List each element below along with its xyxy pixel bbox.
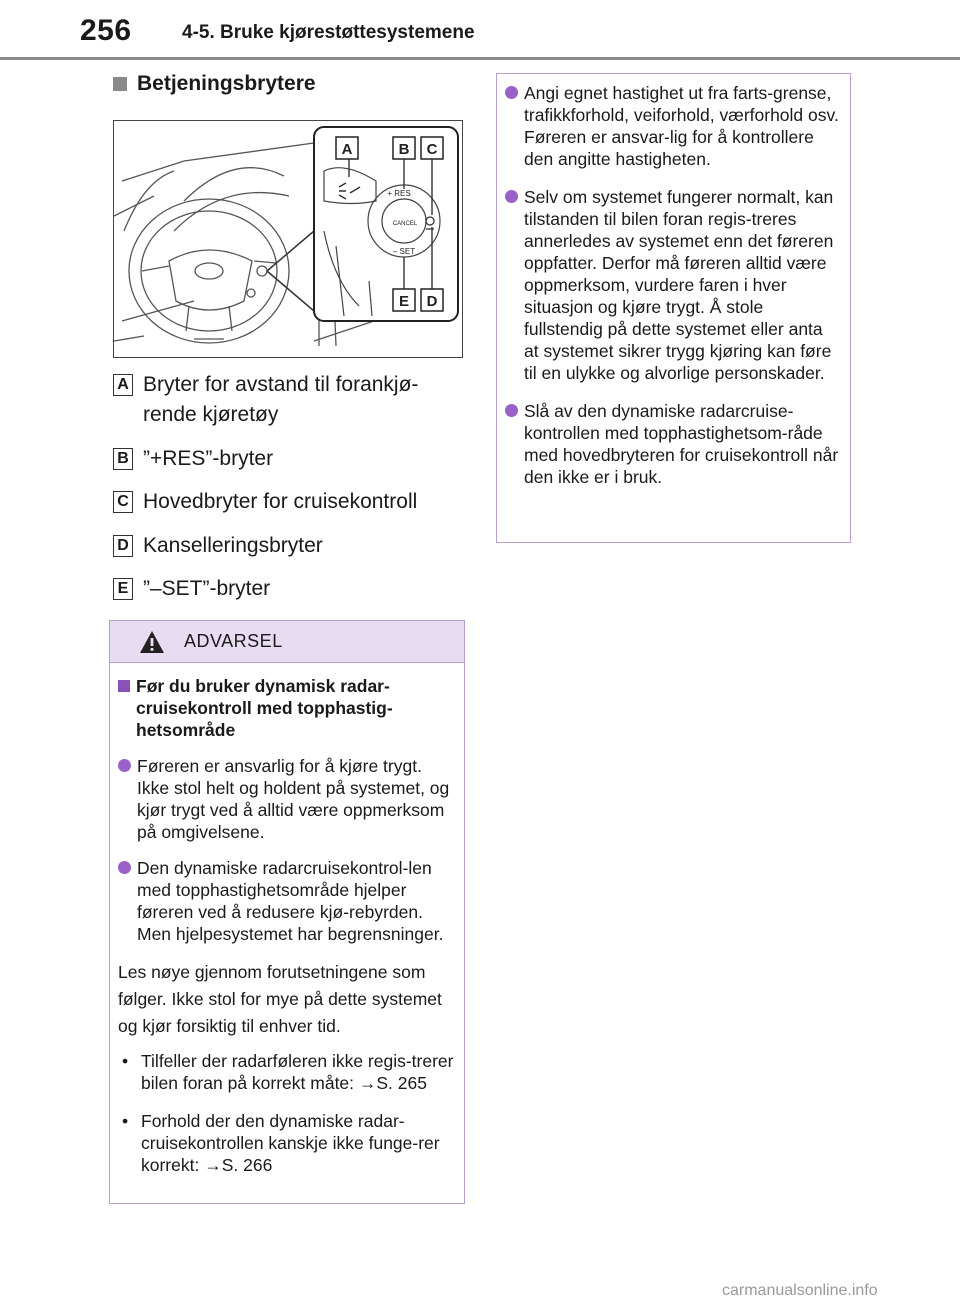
info-bullet-text: Angi egnet hastighet ut fra farts-grense, trafikkforhold, veiforhold, værforhold osv. Føreren er ansvar-lig for å kontrollere den angitte hastigheten. bbox=[524, 83, 839, 169]
info-bullet bbox=[505, 186, 840, 384]
warning-header bbox=[110, 621, 464, 663]
steering-wheel-drawing bbox=[114, 121, 463, 358]
set-switch-label: – SET bbox=[392, 247, 416, 256]
warning-paragraph: Les nøye gjennom forutsetningene som følger. Ikke stol for mye på dette systemet og kjør forsiktig til enhver tid. bbox=[118, 962, 442, 1036]
callout-d: D bbox=[426, 293, 438, 310]
warning-triangle-icon bbox=[138, 629, 166, 655]
subheading-text: Betjeningsbrytere bbox=[137, 72, 316, 95]
warning-bullet-text: Den dynamiske radarcruisekontrol-len med topphastighetsområde hjelper føreren ved å redusere kjø-rebyrden. Men hjelpesystemet har begrensninger. bbox=[137, 858, 444, 944]
header-divider bbox=[0, 57, 960, 60]
info-bullet-text: Slå av den dynamiske radarcruise-kontrollen med topphastighetsom-råde med hovedbryteren for cruisekontroll når den ikke er i bruk. bbox=[524, 401, 839, 487]
legend-text: ”+RES”-bryter bbox=[143, 447, 274, 470]
warning-body bbox=[110, 663, 464, 1176]
warning-box bbox=[109, 620, 465, 1204]
warning-subheading-text: Før du bruker dynamisk radar-cruisekontroll med topphastig-hetsområde bbox=[136, 676, 393, 740]
legend-letter: E bbox=[113, 578, 133, 600]
steering-wheel-illustration bbox=[113, 120, 463, 358]
square-bullet-icon bbox=[118, 680, 130, 692]
warning-dash-item bbox=[118, 1050, 454, 1094]
legend-letter: D bbox=[113, 535, 133, 557]
warning-dash-item bbox=[118, 1110, 454, 1176]
info-box bbox=[496, 73, 851, 543]
warning-label: ADVARSEL bbox=[184, 631, 283, 651]
watermark: carmanualsonline.info bbox=[722, 1282, 878, 1299]
legend-item-d bbox=[113, 531, 463, 561]
round-bullet-icon bbox=[505, 190, 518, 203]
page-number: 256 bbox=[80, 14, 132, 47]
round-bullet-icon bbox=[118, 759, 131, 772]
info-bullet bbox=[505, 82, 840, 170]
warning-subheading bbox=[118, 675, 454, 741]
legend-text: Kanselleringsbryter bbox=[143, 534, 323, 557]
round-bullet-icon bbox=[505, 86, 518, 99]
legend-item-a bbox=[113, 370, 463, 430]
info-bullet-text: Selv om systemet fungerer normalt, kan tilstanden til bilen foran regis-treres annerledes av systemet enn det føreren oppfatter. Derfor må føreren alltid være oppmerksom, vurdere faren i hver situasjon og kjøre trygt. Å stole fullstendig på dette systemet eller anta at systemet sikrer trygg kjøring kan føre til en ulykke og alvorlige personskader. bbox=[524, 187, 834, 383]
callout-a: A bbox=[341, 141, 353, 158]
round-bullet-icon bbox=[118, 861, 131, 874]
legend-letter: A bbox=[113, 374, 133, 396]
legend-item-e bbox=[113, 574, 463, 604]
warning-dash-text: Forhold der den dynamiske radar-cruisekontrollen kanskje ikke funge-rer korrekt: →S. 266 bbox=[141, 1111, 440, 1175]
warning-bullet-text: Føreren er ansvarlig for å kjøre trygt. Ikke stol helt og holdent på systemet, og kjør trygt ved å alltid være oppmerksom på omgivelsene. bbox=[137, 756, 450, 842]
page-header bbox=[0, 0, 960, 58]
legend-item-c bbox=[113, 487, 463, 517]
warning-bullet bbox=[118, 857, 454, 945]
legend-text: Bryter for avstand til forankjø-rende kjøretøy bbox=[143, 373, 419, 426]
warning-dash-text: Tilfeller der radarføleren ikke regis-trerer bilen foran på korrekt måte: →S. 265 bbox=[141, 1051, 454, 1093]
legend-letter: B bbox=[113, 448, 133, 470]
section-title: 4-5. Bruke kjørestøttesystemene bbox=[182, 22, 475, 43]
legend-text: ”–SET”-bryter bbox=[143, 577, 271, 600]
callout-c: C bbox=[426, 141, 438, 158]
round-bullet-icon bbox=[505, 404, 518, 417]
dot-bullet-icon: • bbox=[122, 1111, 129, 1131]
legend-letter: C bbox=[113, 491, 133, 513]
warning-bullet bbox=[118, 755, 454, 843]
info-bullet bbox=[505, 400, 840, 488]
cancel-switch-label: CANCEL bbox=[392, 221, 418, 227]
callout-e: E bbox=[398, 293, 410, 310]
square-bullet-icon bbox=[113, 77, 127, 91]
section-subheading bbox=[113, 72, 316, 96]
dot-bullet-icon: • bbox=[122, 1051, 129, 1071]
callout-b: B bbox=[398, 141, 410, 158]
legend-item-b bbox=[113, 444, 463, 474]
legend-text: Hovedbryter for cruisekontroll bbox=[143, 490, 418, 513]
res-switch-label: + RES bbox=[387, 189, 411, 198]
